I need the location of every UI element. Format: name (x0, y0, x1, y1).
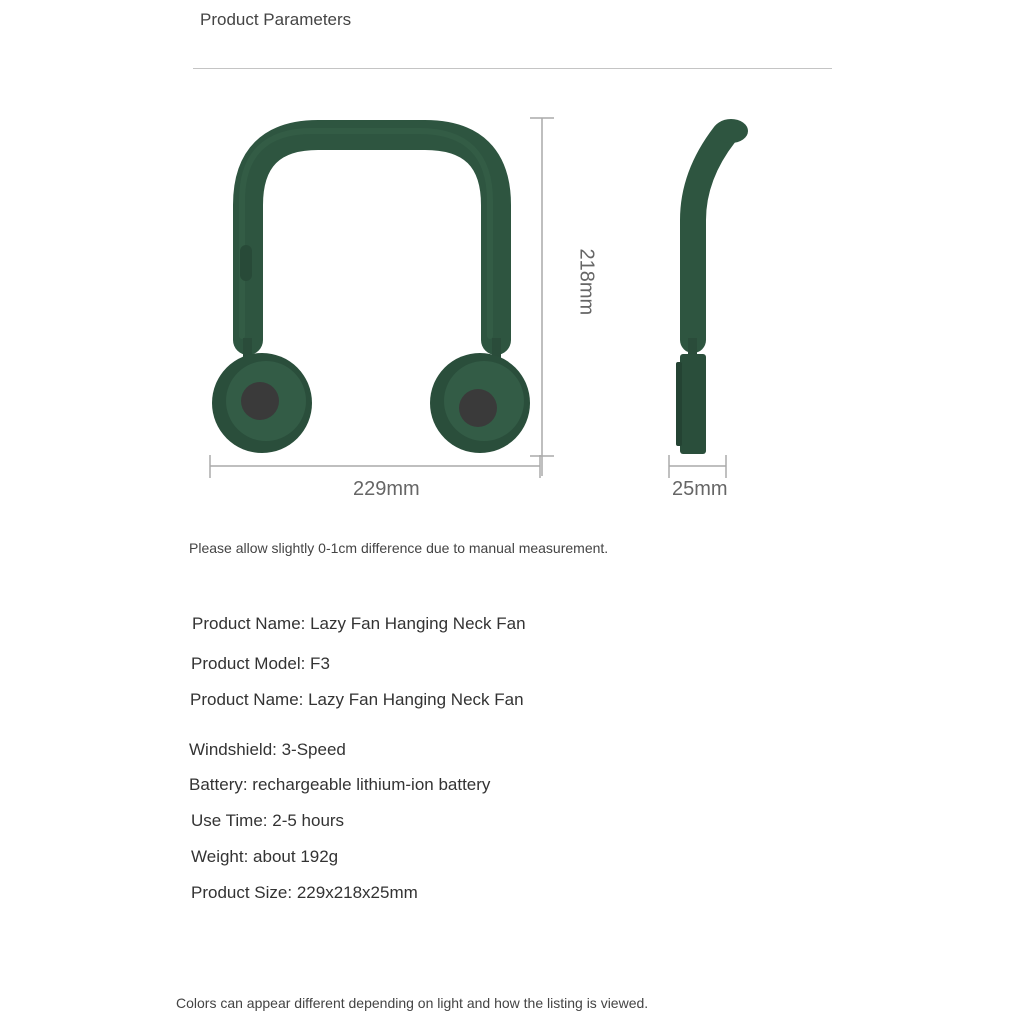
spec-product-size: Product Size: 229x218x25mm (191, 883, 418, 902)
side-view-fan (676, 119, 748, 454)
measurement-note: Please allow slightly 0-1cm difference due to manual measurement. (189, 540, 609, 556)
right-fan-head (430, 353, 530, 453)
spec-product-model: Product Model: F3 (191, 654, 330, 673)
left-fan-head (212, 353, 312, 453)
spec-windshield: Windshield: 3-Speed (189, 740, 346, 759)
spec-product-name-repeat: Product Name: Lazy Fan Hanging Neck Fan (190, 690, 524, 709)
page-title: Product Parameters (200, 10, 352, 29)
power-button (240, 245, 252, 281)
spec-product-name: Product Name: Lazy Fan Hanging Neck Fan (192, 614, 526, 633)
width-dimension-label: 229mm (353, 478, 420, 500)
height-dimension-label: 218mm (575, 248, 598, 316)
height-dimension-line (530, 118, 554, 476)
spec-weight: Weight: about 192g (191, 847, 339, 866)
color-disclaimer: Colors can appear different depending on light and how the listing is viewed. (176, 995, 649, 1011)
front-view-fan (212, 131, 530, 453)
depth-dimension-line (669, 455, 726, 478)
depth-dimension-label: 25mm (672, 478, 728, 500)
spec-use-time: Use Time: 2-5 hours (191, 811, 345, 830)
width-dimension-line (210, 455, 540, 478)
spec-battery: Battery: rechargeable lithium-ion battery (189, 775, 491, 794)
